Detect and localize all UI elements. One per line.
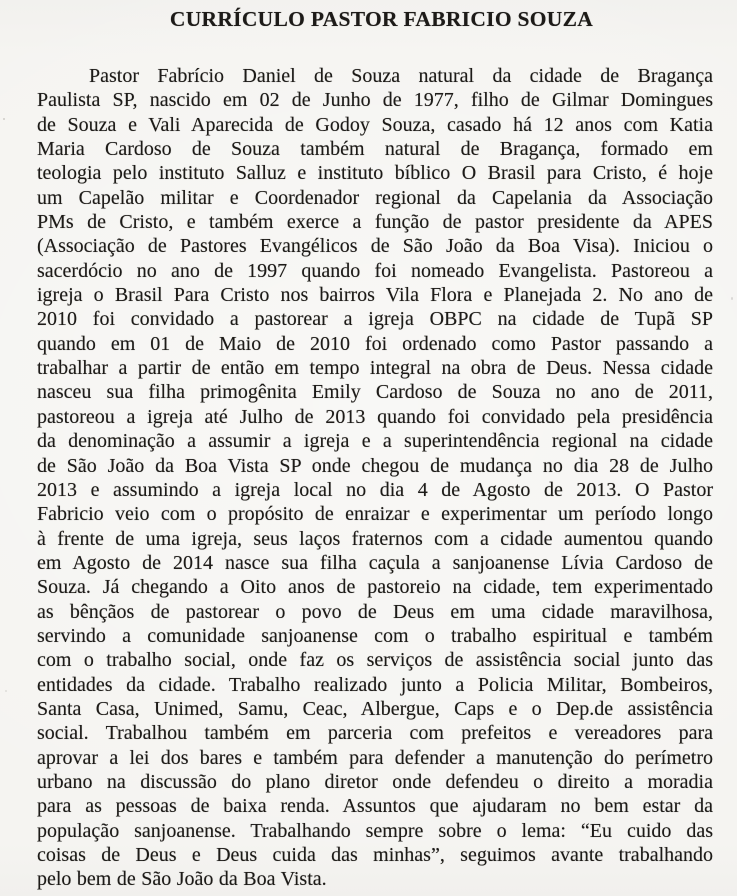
paragraph-line: PMs de Cristo, e também exerce a função de pastor presidente da APES	[37, 211, 713, 234]
paragraph-line: Maria Cardoso de Souza também natural de Bragança, formado em	[37, 138, 713, 161]
paragraph-line: pelo bem de São João da Boa Vista.	[37, 868, 327, 891]
paragraph-line: servindo a comunidade sanjoanense com o trabalho espiritual e também	[37, 624, 713, 647]
paragraph-line: Paulista SP, nascido em 02 de Junho de 1977, filho de Gilmar Domingues	[37, 89, 713, 112]
paragraph-line: nasceu sua filha primogênita Emily Cardoso de Souza no ano de 2011,	[37, 381, 713, 404]
paragraph-line: com o trabalho social, onde faz os serviços de assistência social junto das	[37, 649, 713, 672]
paragraph-line: de Souza e Vali Aparecida de Godoy Souza, casado há 12 anos com Katia	[37, 113, 713, 136]
paragraph-line: à frente de uma igreja, seus laços fraternos com a cidade aumentou quando	[37, 527, 713, 550]
paragraph-line: pastoreou a igreja até Julho de 2013 quando foi convidado pela presidência	[37, 405, 713, 428]
paragraph-line: um Capelão militar e Coordenador regional da Capelania da Associação	[37, 186, 713, 209]
paragraph-line: 2013 e assumindo a igreja local no dia 4 de Agosto de 2013. O Pastor	[37, 478, 713, 501]
paragraph-line: urbano na discussão do plano diretor onde defendeu o direito a moradia	[37, 770, 713, 793]
scan-speck	[731, 297, 733, 300]
scan-speck	[5, 690, 7, 692]
paragraph-line: de São João da Boa Vista SP onde chegou de mudança no dia 28 de Julho	[37, 454, 713, 477]
paragraph-line: as bênçãos de pastorear o povo de Deus em uma cidade maravilhosa,	[37, 600, 713, 623]
paragraph-line: Pastor Fabrício Daniel de Souza natural da cidade de Bragança	[89, 65, 713, 87]
paragraph-line: coisas de Deus e Deus cuida das minhas”, seguimos avante trabalhando	[37, 844, 713, 866]
paragraph-line: aprovar a lei dos bares e também para defender a manutenção do perímetro	[37, 746, 713, 769]
paragraph-line: Fabricio veio com o propósito de enraizar e experimentar um período longo	[37, 503, 713, 526]
scan-speck	[3, 118, 5, 120]
paragraph-line: trabalhar a partir de então em tempo integral na obra de Deus. Nessa cidade	[37, 357, 713, 380]
paragraph-line: entidades da cidade. Trabalho realizado junto a Policia Militar, Bombeiros,	[37, 673, 713, 696]
paragraph-line: 2010 foi convidado a pastorear a igreja OBPC na cidade de Tupã SP	[37, 308, 713, 331]
paragraph-line: quando em 01 de Maio de 2010 foi ordenado como Pastor passando a	[37, 332, 713, 355]
paragraph-line: Souza. Já chegando a Oito anos de pastoreio na cidade, tem experimentado	[37, 576, 713, 599]
document-paragraph	[37, 64, 713, 892]
paragraph-line: da denominação a assumir a igreja e a superintendência regional na cidade	[37, 430, 713, 453]
paragraph-line: (Associação de Pastores Evangélicos de São João da Boa Visa). Iniciou o	[37, 235, 713, 258]
paragraph-line: social. Trabalhou também em parceria com prefeitos e vereadores para	[37, 722, 713, 745]
paragraph-line: Santa Casa, Unimed, Samu, Ceac, Albergue, Caps e o Dep.de assistência	[37, 697, 713, 720]
paragraph-line: em Agosto de 2014 nasce sua filha caçula a sanjoanense Lívia Cardoso de	[37, 551, 713, 574]
document-title: CURRÍCULO PASTOR FABRICIO SOUZA	[169, 7, 594, 31]
paragraph-line: teologia pelo instituto Salluz e instituto bíblico O Brasil para Cristo, é hoje	[37, 162, 713, 185]
paragraph-line: para as pessoas de baixa renda. Assuntos que ajudaram no bem estar da	[37, 795, 713, 818]
paragraph-line: população sanjoanense. Trabalhando sempre sobre o lema: “Eu cuido das	[37, 819, 713, 842]
paragraph-line: sacerdócio no ano de 1997 quando foi nomeado Evangelista. Pastoreou a	[37, 259, 713, 282]
paragraph-line: igreja o Brasil Para Cristo nos bairros Vila Flora e Planejada 2. No ano de	[37, 284, 713, 307]
